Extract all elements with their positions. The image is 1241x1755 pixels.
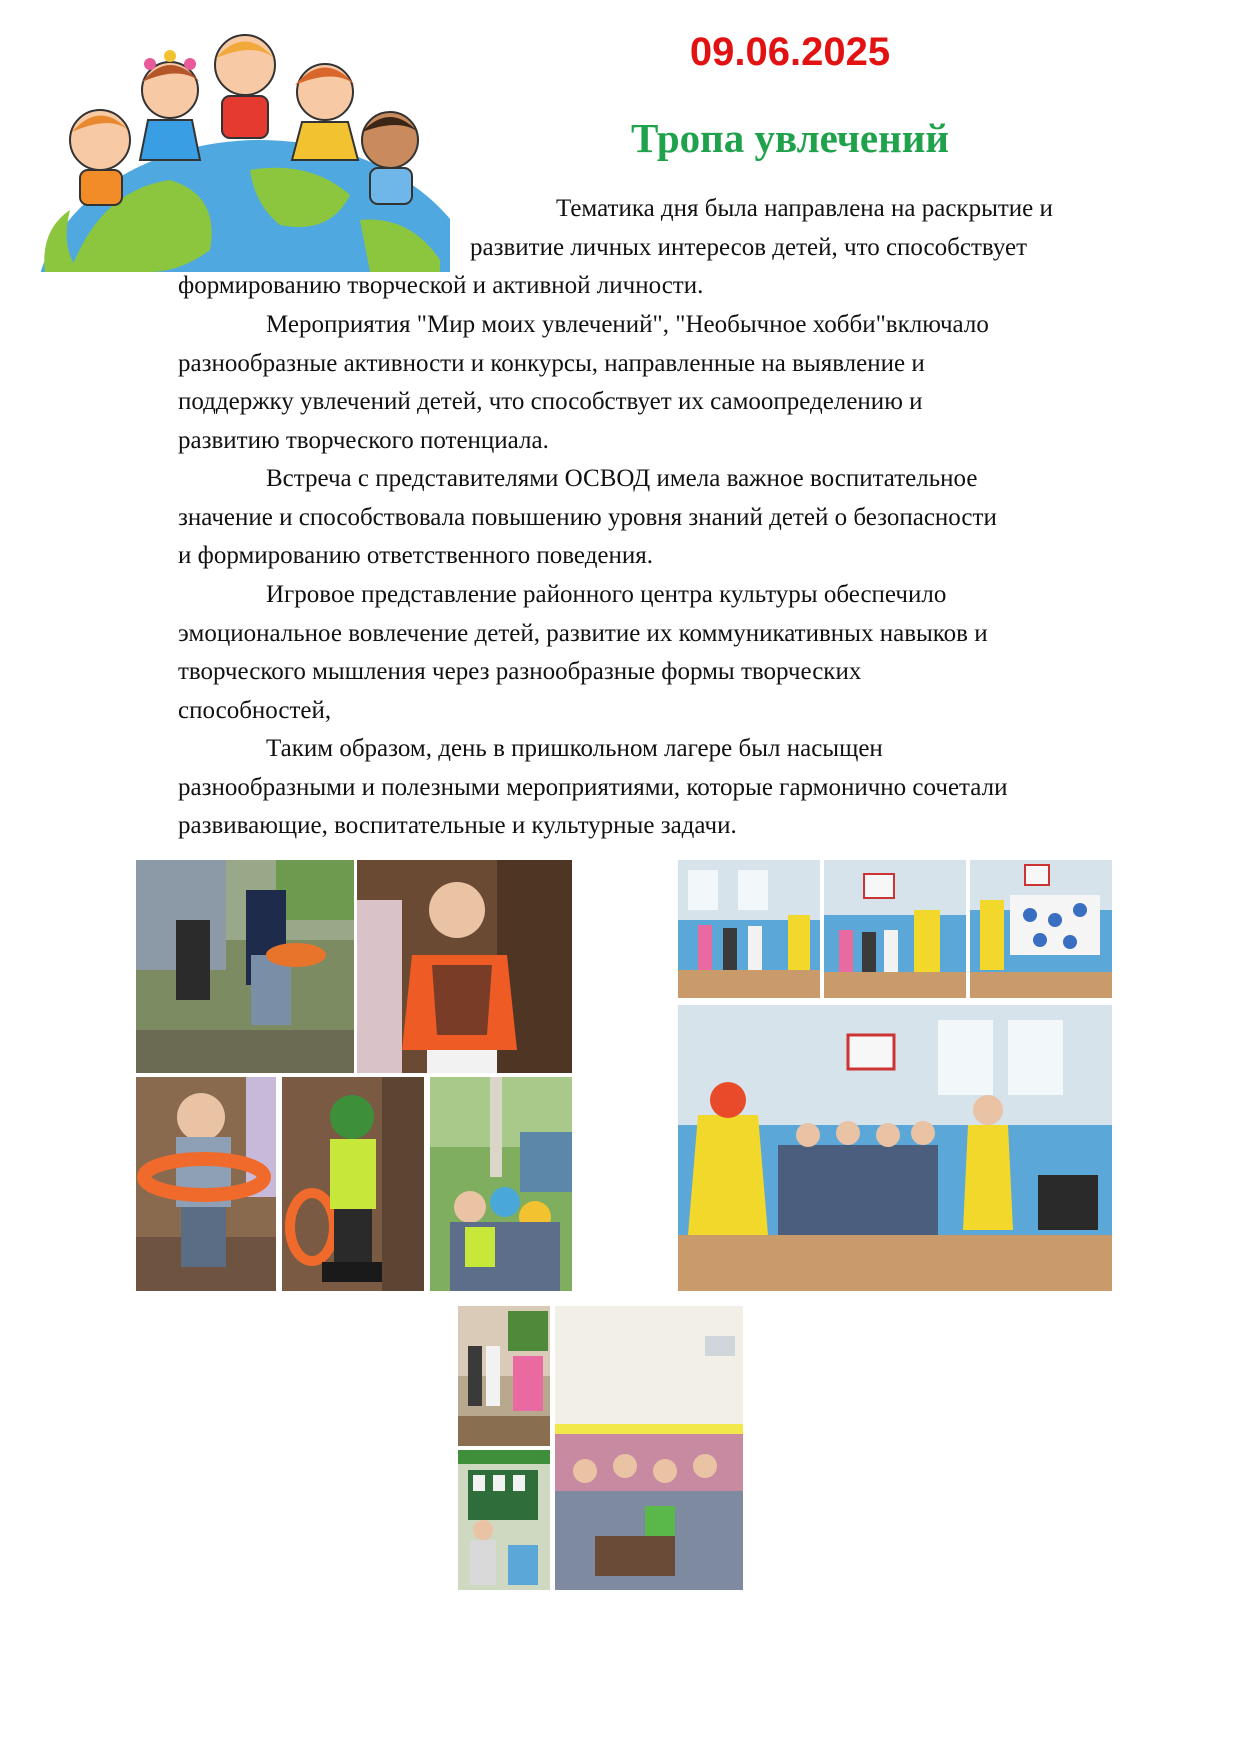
text-line: поддержку увлечений детей, что способствует их самоопределению и — [178, 388, 923, 415]
text-line: Игровое представление районного центра культуры обеспечило — [266, 581, 947, 608]
paragraph-summary — [178, 730, 1007, 846]
text-line: значение и способствовала повышению уровня знаний детей о безопасности — [178, 503, 997, 531]
text-line: творческого мышления через разнообразные формы творческих — [178, 658, 862, 685]
photo-teacher-with-children — [458, 1450, 550, 1590]
text-line: Таким образом, день в пришкольном лагере был насыщен — [266, 735, 883, 762]
text-line: развитию творческого потенциала. — [178, 426, 549, 454]
text-line: разнообразные активности и конкурсы, направленные на выявление и — [178, 349, 925, 377]
photo-boy-with-lifebuoy-outdoors — [136, 860, 354, 1073]
text-line: развитие личных интересов детей, что способствует — [470, 233, 1028, 261]
paragraph-activities — [178, 306, 989, 460]
text-line: разнообразными и полезными мероприятиями, которые гармонично сочетали — [178, 773, 1008, 801]
text-line: способностей, — [178, 696, 332, 724]
photo-gym-games-1 — [678, 860, 820, 998]
photo-gym-games-3 — [970, 860, 1112, 998]
page-title: Тропа увлечений — [631, 115, 949, 161]
intro-paragraph — [178, 190, 1053, 306]
photo-boy-in-vest-and-flippers — [282, 1077, 424, 1291]
photo-boy-in-life-jacket — [357, 860, 572, 1073]
text-line: формированию творческой и активной личности. — [178, 272, 704, 299]
text-line: Тематика дня была направлена на раскрытие и — [556, 195, 1053, 222]
text-line: эмоциональное вовлечение детей, развитие их коммуникативных навыков и — [178, 619, 988, 647]
text-line: Встреча с представителями ОСВОД имела важное воспитательное — [266, 465, 978, 492]
text-line: Мероприятия "Мир моих увлечений", "Необычное хобби"включало — [266, 311, 989, 338]
photo-gym-games-2 — [824, 860, 966, 998]
paragraph-osvod — [178, 460, 997, 576]
text-line: и формированию ответственного поведения. — [178, 542, 654, 569]
photo-children-outdoors-group — [430, 1077, 572, 1291]
photo-classroom-audience — [555, 1306, 743, 1590]
photo-boy-with-ring-buoy — [136, 1077, 276, 1291]
photo-school-corridor — [458, 1306, 550, 1446]
event-date: 09.06.2025 — [689, 30, 891, 74]
text-line: развивающие, воспитательные и культурные задачи. — [178, 812, 737, 839]
photo-gym-clown-show — [678, 1005, 1112, 1291]
paragraph-performance — [178, 576, 988, 730]
